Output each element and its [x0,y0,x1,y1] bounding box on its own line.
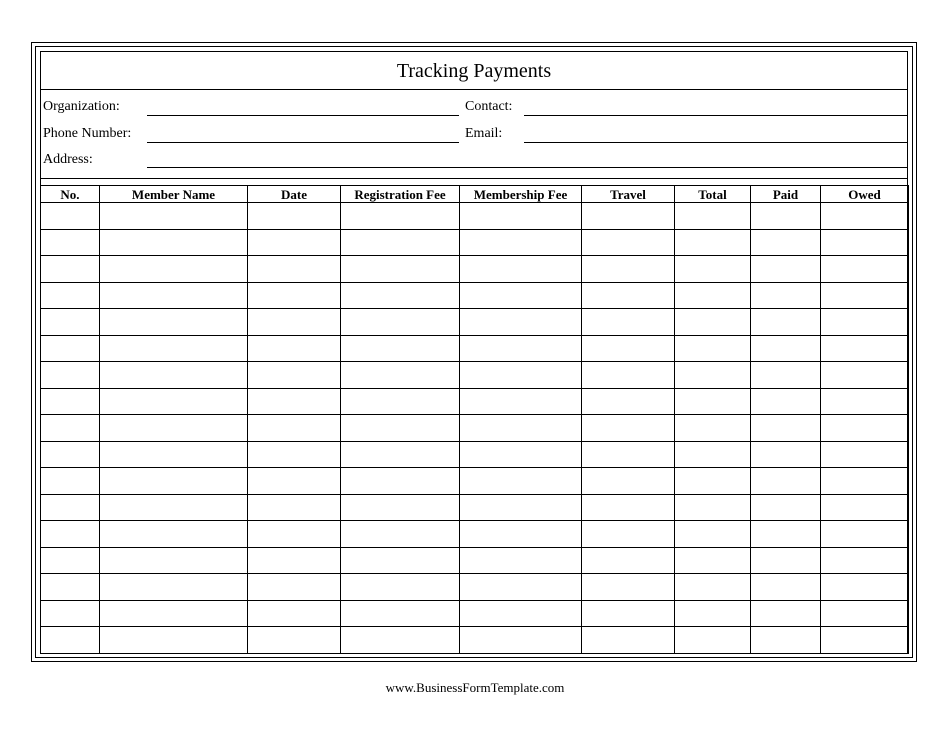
table-cell[interactable] [41,203,100,230]
table-cell[interactable] [341,415,460,442]
table-cell[interactable] [100,415,248,442]
table-cell[interactable] [341,468,460,495]
table-cell[interactable] [751,229,821,256]
table-cell[interactable] [100,600,248,627]
table-cell[interactable] [100,468,248,495]
table-cell[interactable] [675,282,751,309]
table-cell[interactable] [341,547,460,574]
table-cell[interactable] [248,547,341,574]
title-divider [40,89,908,90]
table-row [41,388,909,415]
table-cell[interactable] [751,627,821,654]
table-cell[interactable] [100,229,248,256]
table-row [41,335,909,362]
table-cell[interactable] [821,574,909,601]
table-cell[interactable] [582,415,675,442]
table-cell[interactable] [41,494,100,521]
table-cell[interactable] [341,388,460,415]
table-cell[interactable] [41,600,100,627]
table-body [41,203,909,654]
section-divider [40,178,908,179]
table-cell[interactable] [100,335,248,362]
table-cell[interactable] [41,229,100,256]
table-cell[interactable] [582,388,675,415]
table-cell[interactable] [248,335,341,362]
table-cell[interactable] [248,309,341,336]
table-cell[interactable] [460,309,582,336]
table-cell[interactable] [41,309,100,336]
table-cell[interactable] [41,388,100,415]
table-row [41,256,909,283]
table-row [41,547,909,574]
organization-label: Organization: [43,99,120,114]
table-cell[interactable] [821,388,909,415]
table-cell[interactable] [675,547,751,574]
table-cell[interactable] [41,574,100,601]
table-cell[interactable] [751,547,821,574]
table-cell[interactable] [675,494,751,521]
table-cell[interactable] [341,335,460,362]
table-cell[interactable] [41,415,100,442]
table-cell[interactable] [751,574,821,601]
table-cell[interactable] [675,256,751,283]
contact-label: Contact: [465,99,513,114]
table-cell[interactable] [582,600,675,627]
table-cell[interactable] [582,627,675,654]
table-cell[interactable] [751,309,821,336]
table-cell[interactable] [100,282,248,309]
table-cell[interactable] [460,494,582,521]
table-cell[interactable] [751,362,821,389]
table-cell[interactable] [582,203,675,230]
table-cell[interactable] [751,600,821,627]
table-cell[interactable] [341,600,460,627]
table-cell[interactable] [821,521,909,548]
table-cell[interactable] [751,256,821,283]
table-row [41,203,909,230]
contact-field[interactable] [524,115,908,116]
table-cell[interactable] [582,547,675,574]
table-cell[interactable] [460,547,582,574]
table-cell[interactable] [100,521,248,548]
column-header-no: No. [41,186,100,203]
table-cell[interactable] [100,547,248,574]
table-cell[interactable] [41,335,100,362]
table-cell[interactable] [341,574,460,601]
table-cell[interactable] [675,388,751,415]
table-cell[interactable] [460,203,582,230]
form-title: Tracking Payments [396,60,552,82]
table-cell[interactable] [460,521,582,548]
table-cell[interactable] [582,468,675,495]
table-cell[interactable] [41,256,100,283]
table-cell[interactable] [821,547,909,574]
table-cell[interactable] [675,203,751,230]
table-cell[interactable] [821,441,909,468]
table-cell[interactable] [100,441,248,468]
table-row [41,282,909,309]
table-cell[interactable] [821,494,909,521]
table-cell[interactable] [460,229,582,256]
column-header-registration-fee: Registration Fee [341,186,460,203]
table-cell[interactable] [751,415,821,442]
table-cell[interactable] [751,203,821,230]
table-cell[interactable] [460,415,582,442]
table-cell[interactable] [41,521,100,548]
table-cell[interactable] [751,521,821,548]
table-cell[interactable] [751,468,821,495]
table-cell[interactable] [821,600,909,627]
table-cell[interactable] [675,335,751,362]
table-cell[interactable] [248,362,341,389]
table-cell[interactable] [460,362,582,389]
table-cell[interactable] [41,282,100,309]
table-cell[interactable] [460,441,582,468]
table-cell[interactable] [248,229,341,256]
table-cell[interactable] [751,388,821,415]
table-cell[interactable] [100,627,248,654]
table-cell[interactable] [751,282,821,309]
table-row [41,309,909,336]
table-cell[interactable] [41,441,100,468]
footer-url: www.BusinessFormTemplate.com [385,680,565,695]
table-cell[interactable] [675,415,751,442]
address-field[interactable] [147,167,908,168]
table-cell[interactable] [41,547,100,574]
table-cell[interactable] [582,282,675,309]
table-row [41,441,909,468]
column-header-total: Total [675,186,751,203]
table-cell[interactable] [248,282,341,309]
table-row [41,574,909,601]
table-cell[interactable] [675,468,751,495]
table-cell[interactable] [248,256,341,283]
column-header-paid: Paid [751,186,821,203]
table-cell[interactable] [751,441,821,468]
table-cell[interactable] [100,362,248,389]
column-header-membership-fee: Membership Fee [460,186,582,203]
table-cell[interactable] [675,521,751,548]
table-cell[interactable] [821,362,909,389]
table-cell[interactable] [821,335,909,362]
table-cell[interactable] [582,229,675,256]
table-row [41,521,909,548]
table-cell[interactable] [248,574,341,601]
table-cell[interactable] [341,309,460,336]
table-cell[interactable] [675,229,751,256]
table-cell[interactable] [341,627,460,654]
table-row [41,229,909,256]
table-cell[interactable] [675,600,751,627]
table-cell[interactable] [100,309,248,336]
table-cell[interactable] [460,335,582,362]
table-cell[interactable] [341,282,460,309]
table-cell[interactable] [582,441,675,468]
table-cell[interactable] [460,574,582,601]
table-cell[interactable] [675,441,751,468]
table-cell[interactable] [100,574,248,601]
table-cell[interactable] [582,521,675,548]
table-cell[interactable] [675,574,751,601]
table-cell[interactable] [821,256,909,283]
table-cell[interactable] [248,521,341,548]
table-cell[interactable] [582,256,675,283]
table-cell[interactable] [582,335,675,362]
table-cell[interactable] [821,203,909,230]
table-row [41,362,909,389]
table-cell[interactable] [751,335,821,362]
table-cell[interactable] [100,256,248,283]
phone-number-label: Phone Number: [43,126,132,141]
table-cell[interactable] [821,229,909,256]
address-label: Address: [43,152,93,167]
table-cell[interactable] [675,362,751,389]
table-cell[interactable] [248,600,341,627]
table-row [41,494,909,521]
column-header-owed: Owed [821,186,909,203]
table-cell[interactable] [460,627,582,654]
table-cell[interactable] [100,388,248,415]
table-cell[interactable] [821,627,909,654]
payments-table [40,185,909,654]
table-cell[interactable] [582,574,675,601]
table-cell[interactable] [248,627,341,654]
table-cell[interactable] [460,256,582,283]
table-cell[interactable] [460,282,582,309]
table-cell[interactable] [821,309,909,336]
table-cell[interactable] [41,362,100,389]
table-row [41,627,909,654]
table-cell[interactable] [460,600,582,627]
table-cell[interactable] [341,256,460,283]
table-row [41,468,909,495]
table-cell[interactable] [675,309,751,336]
table-cell[interactable] [341,203,460,230]
table-cell[interactable] [341,521,460,548]
table-cell[interactable] [582,362,675,389]
table-cell[interactable] [41,627,100,654]
table-cell[interactable] [821,282,909,309]
table-cell[interactable] [248,441,341,468]
email-label: Email: [465,126,503,141]
table-cell[interactable] [582,309,675,336]
table-cell[interactable] [100,494,248,521]
email-field[interactable] [524,142,908,143]
table-cell[interactable] [341,441,460,468]
table-cell[interactable] [248,415,341,442]
table-cell[interactable] [248,203,341,230]
column-header-travel: Travel [582,186,675,203]
table-cell[interactable] [460,468,582,495]
table-cell[interactable] [248,468,341,495]
table-cell[interactable] [341,229,460,256]
table-cell[interactable] [460,388,582,415]
table-cell[interactable] [341,494,460,521]
table-cell[interactable] [821,468,909,495]
table-header-row [41,186,909,203]
organization-field[interactable] [147,115,459,116]
table-cell[interactable] [248,388,341,415]
table-row [41,600,909,627]
column-header-member-name: Member Name [100,186,248,203]
table-cell[interactable] [821,415,909,442]
table-cell[interactable] [751,494,821,521]
table-cell[interactable] [582,494,675,521]
column-header-date: Date [248,186,341,203]
phone-number-field[interactable] [147,142,459,143]
table-cell[interactable] [675,627,751,654]
table-cell[interactable] [341,362,460,389]
table-cell[interactable] [100,203,248,230]
table-cell[interactable] [248,494,341,521]
table-cell[interactable] [41,468,100,495]
table-row [41,415,909,442]
